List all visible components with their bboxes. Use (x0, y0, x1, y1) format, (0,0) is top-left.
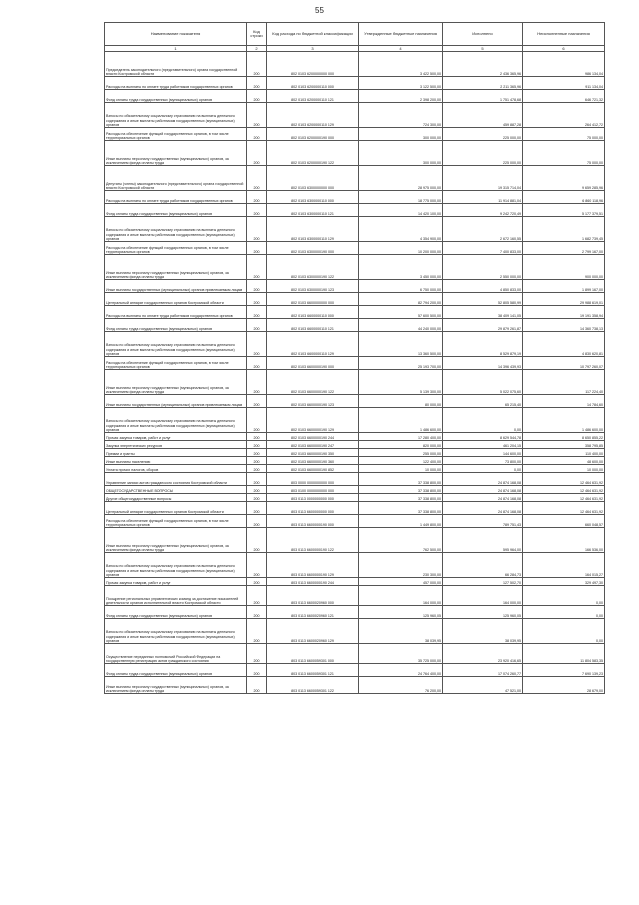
cell-name: Управление записи актов гражданского состояния Костромской области (105, 473, 247, 486)
cell-executed: 789 751,43 (443, 515, 523, 528)
cell-code: 200 (247, 494, 267, 502)
cell-approved: 762 500,00 (359, 528, 443, 553)
cell-unexecuted: 2 799 167,00 (523, 242, 605, 255)
cell-executed: 127 502,70 (443, 578, 523, 586)
cell-executed: 8 529 879,19 (443, 332, 523, 357)
cell-approved: 3 422 500,00 (359, 52, 443, 77)
cell-name: Взносы по обязательному социальному страхованию на выплаты денежного содержания и иные выплаты работникам государственных (муниципальных) органов (105, 553, 247, 578)
cell-kbk: 802 0103 6600000190 247 (267, 441, 359, 449)
cell-unexecuted: 14 784,60 (523, 395, 605, 408)
cell-name: Осуществление переданных полномочий Российской Федерации на государственную регистрацию актов гражданского состояния (105, 644, 247, 664)
cell-unexecuted: 264 412,72 (523, 103, 605, 128)
cell-unexecuted: 329 497,30 (523, 578, 605, 586)
cell-code: 200 (247, 255, 267, 280)
table-row (105, 606, 605, 619)
cell-code: 200 (247, 606, 267, 619)
cell-name: Расходы на обеспечение функций государственных органов, в том числе территориальных органов (105, 128, 247, 141)
cell-executed: 11 914 881,04 (443, 191, 523, 204)
cell-name: Прочая закупка товаров, работ и услуг (105, 433, 247, 441)
cell-code: 200 (247, 619, 267, 644)
cell-kbk: 802 0103 6300000110 121 (267, 204, 359, 217)
cell-executed: 73 800,00 (443, 457, 523, 465)
cell-executed: 164 000,00 (443, 586, 523, 606)
cell-kbk: 802 0103 6600000190 129 (267, 408, 359, 433)
cell-unexecuted: 9 659 285,96 (523, 166, 605, 191)
header-index: 4 (359, 46, 443, 52)
cell-executed: 144 600,00 (443, 449, 523, 457)
cell-executed: 2 211 365,96 (443, 77, 523, 90)
cell-approved: 80 000,00 (359, 395, 443, 408)
cell-approved: 24 764 400,00 (359, 664, 443, 677)
cell-approved: 724 300,00 (359, 103, 443, 128)
cell-approved: 37 338 800,00 (359, 486, 443, 494)
cell-kbk: 802 0103 6600000190 852 (267, 465, 359, 473)
cell-code: 200 (247, 408, 267, 433)
cell-name: Центральный аппарат государственных органов Костромской области (105, 502, 247, 515)
cell-unexecuted: 19 191 358,94 (523, 306, 605, 319)
cell-executed: 9 242 720,49 (443, 204, 523, 217)
cell-code: 200 (247, 293, 267, 306)
cell-name: Взносы по обязательному социальному страхованию на выплаты денежного содержания и иные выплаты работникам государственных (муниципальных) органов (105, 619, 247, 644)
table-row (105, 528, 605, 553)
cell-kbk: 803 0113 6600000190 244 (267, 578, 359, 586)
cell-name: Другие общегосударственные вопросы (105, 494, 247, 502)
cell-executed: 5 022 075,60 (443, 370, 523, 395)
cell-approved: 122 400,00 (359, 457, 443, 465)
table-row (105, 128, 605, 141)
cell-code: 200 (247, 217, 267, 242)
table-row (105, 280, 605, 293)
cell-approved: 37 338 800,00 (359, 473, 443, 486)
cell-executed: 459 887,28 (443, 103, 523, 128)
table-row (105, 395, 605, 408)
cell-unexecuted: 11 804 583,35 (523, 644, 605, 664)
cell-name: Закупка энергетических ресурсов (105, 441, 247, 449)
table-row (105, 586, 605, 606)
cell-unexecuted: 7 690 139,23 (523, 664, 605, 677)
cell-name: Взносы по обязательному социальному страхованию на выплаты денежного содержания и иные выплаты работникам государственных (муниципальных) органов (105, 408, 247, 433)
cell-code: 200 (247, 191, 267, 204)
table-row (105, 457, 605, 465)
cell-unexecuted: 12 464 631,92 (523, 494, 605, 502)
table-row (105, 191, 605, 204)
table-row (105, 502, 605, 515)
cell-approved: 5 139 300,00 (359, 370, 443, 395)
table-row (105, 578, 605, 586)
cell-kbk: 803 0113 0000000000 000 (267, 494, 359, 502)
cell-approved: 125 960,05 (359, 606, 443, 619)
cell-approved: 10 000,00 (359, 465, 443, 473)
cell-name: Председатель законодательного (представительного) органа государственной власти Костромской области (105, 52, 247, 77)
table-row (105, 293, 605, 306)
table-row (105, 486, 605, 494)
cell-name: Поощрение региональных управленческих команд за достижение показателей деятельности органов исполнительной власти Костромской области (105, 586, 247, 606)
cell-executed: 66 284,73 (443, 553, 523, 578)
header-index: 6 (523, 46, 605, 52)
cell-kbk: 802 0103 6300000000 000 (267, 166, 359, 191)
cell-code: 200 (247, 90, 267, 103)
cell-kbk: 802 0103 6200000110 000 (267, 77, 359, 90)
cell-executed: 1 751 478,68 (443, 90, 523, 103)
cell-executed: 52 805 580,99 (443, 293, 523, 306)
cell-unexecuted: 75 000,00 (523, 128, 605, 141)
cell-kbk: 803 0000 0000000000 000 (267, 473, 359, 486)
cell-kbk: 802 0103 6600000190 244 (267, 433, 359, 441)
cell-kbk: 803 0113 6600020960 129 (267, 619, 359, 644)
cell-code: 200 (247, 52, 267, 77)
cell-kbk: 802 0103 6600000190 000 (267, 357, 359, 370)
table-row (105, 441, 605, 449)
table-row (105, 255, 605, 280)
cell-unexecuted: 29 988 619,01 (523, 293, 605, 306)
cell-code: 200 (247, 644, 267, 664)
cell-name: Иные выплаты персоналу государственных (муниципальных) органов, за исключением фонда оплаты труда (105, 528, 247, 553)
cell-executed: 14 396 439,93 (443, 357, 523, 370)
cell-kbk: 802 0103 6600000190 350 (267, 449, 359, 457)
table-row (105, 449, 605, 457)
cell-unexecuted: 911 134,04 (523, 77, 605, 90)
cell-name: Фонд оплаты труда государственных (муниципальных) органов (105, 319, 247, 332)
cell-executed: 23 920 416,65 (443, 644, 523, 664)
cell-code: 200 (247, 357, 267, 370)
cell-name: Расходы на обеспечение функций государственных органов, в том числе территориальных органов (105, 357, 247, 370)
cell-code: 200 (247, 586, 267, 606)
table-row (105, 306, 605, 319)
table-row (105, 664, 605, 677)
cell-unexecuted: 986 134,04 (523, 52, 605, 77)
cell-name: Фонд оплаты труда государственных (муниципальных) органов (105, 204, 247, 217)
table-row (105, 433, 605, 441)
cell-approved: 4 354 900,00 (359, 217, 443, 242)
cell-unexecuted: 12 464 631,92 (523, 473, 605, 486)
table-row (105, 166, 605, 191)
cell-unexecuted: 166 536,00 (523, 528, 605, 553)
cell-kbk: 802 0103 6200000190 000 (267, 128, 359, 141)
cell-executed: 24 874 168,08 (443, 502, 523, 515)
cell-kbk: 802 0103 6300000110 000 (267, 191, 359, 204)
cell-unexecuted: 0,00 (523, 619, 605, 644)
cell-name: Расходы на выплаты по оплате труда работников государственных органов (105, 306, 247, 319)
cell-executed: 19 315 714,04 (443, 166, 523, 191)
table-row (105, 677, 605, 694)
cell-unexecuted: 28 679,00 (523, 677, 605, 694)
cell-code: 200 (247, 486, 267, 494)
table-row (105, 357, 605, 370)
cell-kbk: 803 0113 6600020960 121 (267, 606, 359, 619)
cell-approved: 44 240 000,00 (359, 319, 443, 332)
cell-code: 200 (247, 280, 267, 293)
table-row (105, 370, 605, 395)
cell-unexecuted: 0,00 (523, 606, 605, 619)
cell-executed: 65 215,40 (443, 395, 523, 408)
cell-approved: 3 122 500,00 (359, 77, 443, 90)
cell-unexecuted: 75 000,00 (523, 141, 605, 166)
cell-code: 200 (247, 449, 267, 457)
header-index: 5 (443, 46, 523, 52)
cell-executed: 0,00 (443, 465, 523, 473)
cell-executed: 225 000,00 (443, 128, 523, 141)
cell-executed: 461 204,15 (443, 441, 523, 449)
cell-unexecuted: 110 400,00 (523, 449, 605, 457)
cell-unexecuted: 358 795,85 (523, 441, 605, 449)
cell-approved: 300 000,00 (359, 141, 443, 166)
table-row (105, 619, 605, 644)
table-row (105, 465, 605, 473)
cell-unexecuted: 48 600,00 (523, 457, 605, 465)
cell-name: Фонд оплаты труда государственных (муниципальных) органов (105, 664, 247, 677)
cell-name: Фонд оплаты труда государственных (муниципальных) органов (105, 90, 247, 103)
cell-approved: 14 420 100,00 (359, 204, 443, 217)
table-row (105, 494, 605, 502)
cell-name: Расходы на обеспечение функций государственных органов, в том числе территориальных органов (105, 515, 247, 528)
cell-code: 200 (247, 465, 267, 473)
table-row (105, 408, 605, 433)
cell-code: 200 (247, 553, 267, 578)
header-approved: Утвержденные бюджетные назначения (359, 23, 443, 46)
cell-kbk: 802 0103 6300000190 000 (267, 242, 359, 255)
cell-code: 200 (247, 677, 267, 694)
cell-unexecuted: 12 464 631,92 (523, 486, 605, 494)
cell-name: Взносы по обязательному социальному страхованию на выплаты денежного содержания и иные выплаты работникам государственных (муниципальных) органов (105, 217, 247, 242)
cell-name: Расходы на выплаты по оплате труда работников государственных органов (105, 77, 247, 90)
cell-code: 200 (247, 166, 267, 191)
cell-unexecuted: 4 830 620,81 (523, 332, 605, 357)
cell-executed: 8 629 544,78 (443, 433, 523, 441)
cell-code: 200 (247, 528, 267, 553)
cell-kbk: 802 0103 6200000190 122 (267, 141, 359, 166)
cell-name: Центральный аппарат государственных органов Костромской области (105, 293, 247, 306)
cell-kbk: 803 0113 6600059301 000 (267, 644, 359, 664)
cell-approved: 300 000,00 (359, 128, 443, 141)
table-row (105, 103, 605, 128)
cell-executed: 29 879 261,87 (443, 319, 523, 332)
cell-executed: 0,00 (443, 408, 523, 433)
cell-approved: 457 000,00 (359, 578, 443, 586)
cell-approved: 18 775 000,00 (359, 191, 443, 204)
cell-executed: 24 874 168,08 (443, 473, 523, 486)
cell-code: 200 (247, 395, 267, 408)
cell-approved: 2 398 200,00 (359, 90, 443, 103)
cell-executed: 38 039,95 (443, 619, 523, 644)
cell-unexecuted: 1 682 739,45 (523, 217, 605, 242)
cell-code: 200 (247, 141, 267, 166)
cell-kbk: 802 0103 6600000190 122 (267, 370, 359, 395)
cell-kbk: 802 0103 6600000110 121 (267, 319, 359, 332)
cell-name: Иные выплаты населению (105, 457, 247, 465)
cell-name: Прочая закупка товаров, работ и услуг (105, 578, 247, 586)
header-index: 2 (247, 46, 267, 52)
header-index: 1 (105, 46, 247, 52)
cell-executed: 24 874 168,08 (443, 486, 523, 494)
cell-name: Иные выплаты персоналу государственных (муниципальных) органов, за исключением фонда оплаты труда (105, 677, 247, 694)
table-row (105, 204, 605, 217)
table-row (105, 217, 605, 242)
cell-name: Взносы по обязательному социальному страхованию на выплаты денежного содержания и иные выплаты работникам государственных (муниципальных) органов (105, 103, 247, 128)
cell-kbk: 802 0103 6600000000 000 (267, 293, 359, 306)
cell-executed: 125 960,05 (443, 606, 523, 619)
cell-code: 200 (247, 578, 267, 586)
cell-code: 200 (247, 77, 267, 90)
cell-code: 200 (247, 204, 267, 217)
cell-code: 200 (247, 306, 267, 319)
cell-code: 200 (247, 433, 267, 441)
cell-name: ОБЩЕГОСУДАРСТВЕННЫЕ ВОПРОСЫ (105, 486, 247, 494)
cell-approved: 255 000,00 (359, 449, 443, 457)
cell-name: Иные выплаты государственных (муниципальных) органов привлекаемым лицам (105, 280, 247, 293)
cell-name: Иные выплаты персоналу государственных (муниципальных) органов, за исключением фонда оплаты труда (105, 370, 247, 395)
table-row (105, 242, 605, 255)
table-row (105, 77, 605, 90)
cell-kbk: 802 0103 6300000110 129 (267, 217, 359, 242)
cell-unexecuted: 1 486 600,00 (523, 408, 605, 433)
cell-approved: 13 360 500,00 (359, 332, 443, 357)
budget-table (104, 22, 605, 694)
cell-name: Расходы на обеспечение функций государственных органов, в том числе территориальных органов (105, 242, 247, 255)
cell-kbk: 802 0103 6200000110 121 (267, 90, 359, 103)
cell-unexecuted: 12 464 631,92 (523, 502, 605, 515)
header-executed: Исполнено (443, 23, 523, 46)
cell-name: Расходы на выплаты по оплате труда работников государственных органов (105, 191, 247, 204)
cell-code: 200 (247, 128, 267, 141)
cell-kbk: 802 0103 6200000110 129 (267, 103, 359, 128)
cell-approved: 35 725 000,00 (359, 644, 443, 664)
cell-executed: 17 074 260,77 (443, 664, 523, 677)
cell-unexecuted: 0,00 (523, 586, 605, 606)
cell-unexecuted: 646 721,32 (523, 90, 605, 103)
table-row (105, 473, 605, 486)
cell-kbk: 802 0103 6300000190 122 (267, 255, 359, 280)
cell-unexecuted: 8 650 855,22 (523, 433, 605, 441)
table-row (105, 319, 605, 332)
cell-code: 200 (247, 242, 267, 255)
cell-approved: 38 039,95 (359, 619, 443, 644)
cell-unexecuted: 164 015,27 (523, 553, 605, 578)
cell-executed: 4 850 833,00 (443, 280, 523, 293)
cell-name: Уплата прочих налогов, сборов (105, 465, 247, 473)
table-row (105, 332, 605, 357)
table-row (105, 90, 605, 103)
cell-unexecuted: 900 000,00 (523, 255, 605, 280)
cell-name: Взносы по обязательному социальному страхованию на выплаты денежного содержания и иные выплаты работникам государственных (муниципальных) органов (105, 332, 247, 357)
cell-approved: 820 000,00 (359, 441, 443, 449)
cell-approved: 37 338 800,00 (359, 502, 443, 515)
cell-approved: 3 450 000,00 (359, 255, 443, 280)
cell-approved: 17 280 400,00 (359, 433, 443, 441)
cell-kbk: 803 0113 6600000000 000 (267, 502, 359, 515)
table-row (105, 141, 605, 166)
cell-unexecuted: 14 360 738,13 (523, 319, 605, 332)
cell-kbk: 802 0103 6600000190 123 (267, 395, 359, 408)
cell-executed: 225 000,00 (443, 141, 523, 166)
cell-name: Фонд оплаты труда государственных (муниципальных) органов (105, 606, 247, 619)
cell-approved: 1 486 600,00 (359, 408, 443, 433)
cell-kbk: 802 0103 6300000190 123 (267, 280, 359, 293)
cell-code: 200 (247, 664, 267, 677)
cell-kbk: 803 0113 6600059301 122 (267, 677, 359, 694)
cell-executed: 2 550 000,00 (443, 255, 523, 280)
cell-approved: 164 000,00 (359, 586, 443, 606)
cell-name: Иные выплаты персоналу государственных (муниципальных) органов, за исключением фонда оплаты труда (105, 255, 247, 280)
page-number: 55 (315, 6, 324, 15)
table-row (105, 52, 605, 77)
cell-executed: 7 400 833,00 (443, 242, 523, 255)
cell-code: 200 (247, 473, 267, 486)
cell-approved: 230 300,00 (359, 553, 443, 578)
cell-approved: 25 193 700,00 (359, 357, 443, 370)
cell-executed: 38 409 141,05 (443, 306, 523, 319)
cell-code: 200 (247, 332, 267, 357)
cell-unexecuted: 6 860 118,96 (523, 191, 605, 204)
cell-approved: 28 975 000,00 (359, 166, 443, 191)
cell-kbk: 802 0103 6200000000 000 (267, 52, 359, 77)
cell-kbk: 802 0103 6600000110 000 (267, 306, 359, 319)
table-row (105, 553, 605, 578)
cell-kbk: 802 0103 6600000110 129 (267, 332, 359, 357)
cell-approved: 57 600 500,00 (359, 306, 443, 319)
cell-unexecuted: 117 224,40 (523, 370, 605, 395)
cell-code: 200 (247, 515, 267, 528)
cell-unexecuted: 1 899 167,00 (523, 280, 605, 293)
cell-unexecuted: 660 048,57 (523, 515, 605, 528)
cell-name: Депутаты (члены) законодательного (представительного) органа государственной власти Костромской области (105, 166, 247, 191)
cell-unexecuted: 10 000,00 (523, 465, 605, 473)
cell-name: Иные выплаты государственных (муниципальных) органов привлекаемым лицам (105, 395, 247, 408)
cell-approved: 6 750 000,00 (359, 280, 443, 293)
cell-executed: 595 964,00 (443, 528, 523, 553)
cell-approved: 76 200,00 (359, 677, 443, 694)
cell-executed: 2 672 160,55 (443, 217, 523, 242)
cell-approved: 10 200 000,00 (359, 242, 443, 255)
cell-approved: 1 449 800,00 (359, 515, 443, 528)
cell-approved: 82 794 200,00 (359, 293, 443, 306)
cell-name: Иные выплаты персоналу государственных (муниципальных) органов, за исключением фонда оплаты труда (105, 141, 247, 166)
cell-code: 200 (247, 441, 267, 449)
cell-kbk: 803 0113 6600059301 121 (267, 664, 359, 677)
header-index: 3 (267, 46, 359, 52)
header-code: Код строки (247, 23, 267, 46)
cell-code: 200 (247, 370, 267, 395)
cell-kbk: 803 0113 6600020960 000 (267, 586, 359, 606)
cell-executed: 24 874 168,08 (443, 494, 523, 502)
cell-kbk: 803 0113 6600000190 000 (267, 515, 359, 528)
cell-kbk: 803 0113 6600000190 122 (267, 528, 359, 553)
cell-code: 200 (247, 502, 267, 515)
cell-kbk: 802 0103 6600000190 360 (267, 457, 359, 465)
cell-code: 200 (247, 457, 267, 465)
cell-code: 200 (247, 103, 267, 128)
cell-unexecuted: 5 177 379,51 (523, 204, 605, 217)
cell-unexecuted: 10 797 260,07 (523, 357, 605, 370)
cell-name: Премии и гранты (105, 449, 247, 457)
header-unexecuted: Неисполненные назначения (523, 23, 605, 46)
cell-executed: 47 521,00 (443, 677, 523, 694)
header-kbk: Код расхода по бюджетной классификации (267, 23, 359, 46)
cell-code: 200 (247, 319, 267, 332)
cell-kbk: 803 0100 0000000000 000 (267, 486, 359, 494)
cell-executed: 2 436 365,96 (443, 52, 523, 77)
table-row (105, 515, 605, 528)
header-name: Наименование показателя (105, 23, 247, 46)
table-row (105, 644, 605, 664)
cell-kbk: 803 0113 6600000190 129 (267, 553, 359, 578)
header-row (105, 23, 605, 46)
cell-approved: 37 338 800,00 (359, 494, 443, 502)
